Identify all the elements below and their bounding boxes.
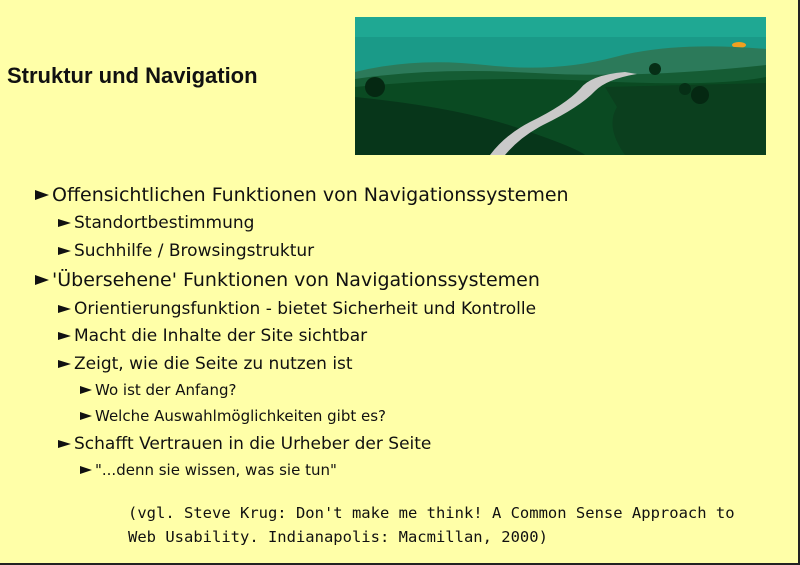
bullet-item: Wo ist der Anfang?: [80, 381, 236, 399]
bullet-arrow-icon: [80, 412, 92, 420]
bullet-item: Standortbestimmung: [58, 213, 254, 233]
bullet-item: Orientierungsfunktion - bietet Sicherheit und Kontrolle: [58, 299, 536, 319]
bullet-arrow-icon: [58, 360, 71, 368]
bullet-arrow-icon: [58, 219, 71, 227]
bullet-arrow-icon: [35, 190, 49, 200]
bullet-arrow-icon: [58, 247, 71, 255]
slide-title: Struktur und Navigation: [7, 63, 258, 88]
bullet-arrow-icon: [58, 305, 71, 313]
bullet-item: Schafft Vertrauen in die Urheber der Seite: [58, 434, 431, 454]
reference-line: (vgl. Steve Krug: Don't make me think! A Common Sense Approach to: [128, 504, 735, 522]
bullet-arrow-icon: [58, 332, 71, 340]
bullet-item: "...denn sie wissen, was sie tun": [80, 461, 337, 479]
bullet-item: Suchhilfe / Browsingstruktur: [58, 241, 314, 261]
bullet-arrow-icon: [80, 466, 92, 474]
bullet-item: Macht die Inhalte der Site sichtbar: [58, 326, 367, 346]
bullet-item: Welche Auswahlmöglichkeiten gibt es?: [80, 407, 386, 425]
reference-line: Web Usability. Indianapolis: Macmillan, 2000): [128, 528, 548, 546]
bullet-item: Offensichtlichen Funktionen von Navigationssystemen: [35, 184, 569, 206]
bullet-item: Zeigt, wie die Seite zu nutzen ist: [58, 354, 353, 374]
bullet-item: 'Übersehene' Funktionen von Navigationssystemen: [35, 269, 540, 291]
bullet-arrow-icon: [35, 275, 49, 285]
bullet-arrow-icon: [80, 386, 92, 394]
reference-citation: [128, 501, 735, 549]
bullet-arrow-icon: [58, 440, 71, 448]
